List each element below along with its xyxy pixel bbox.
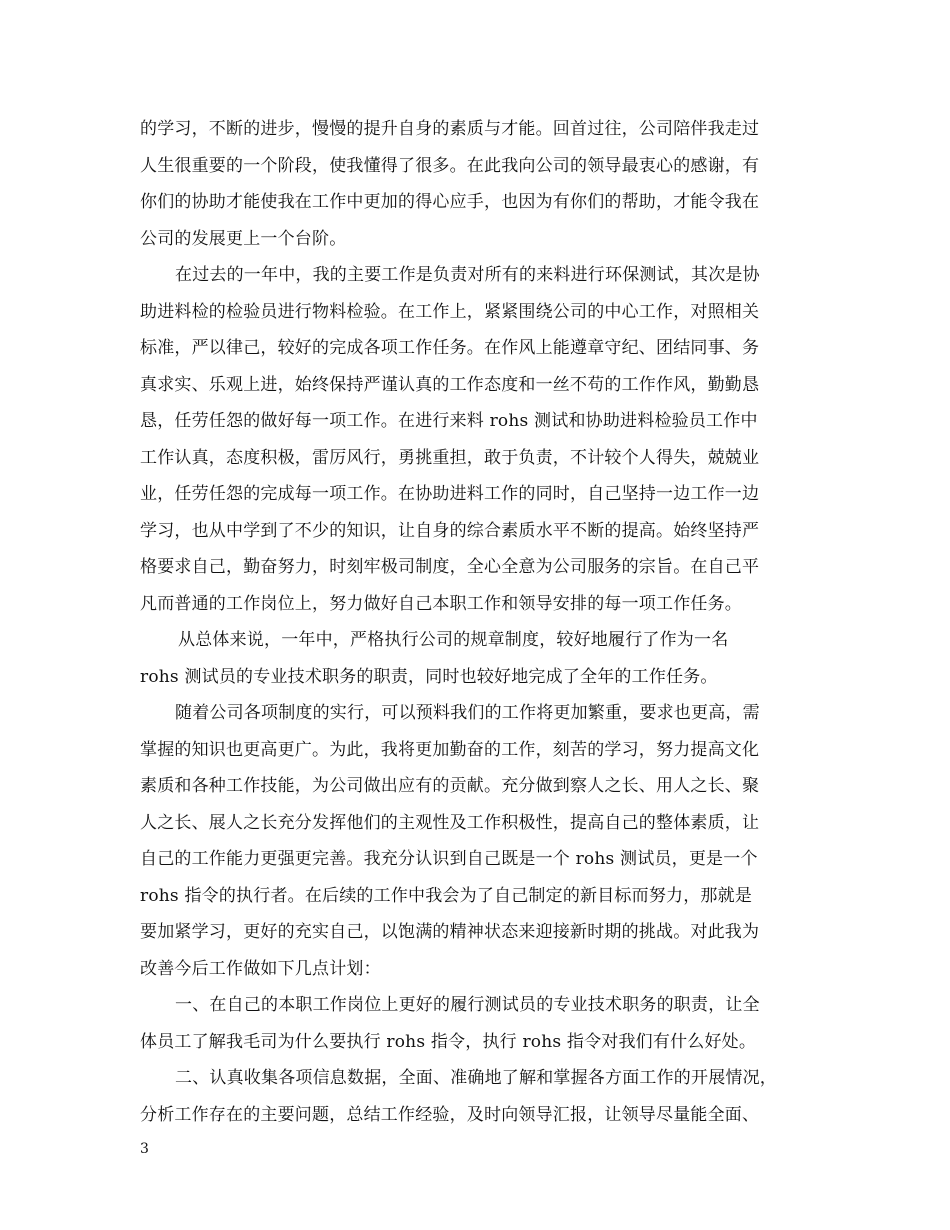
paragraph-start-line: 从总体来说，一年中，严格执行公司的规章制度，较好地履行了作为一名 (178, 630, 729, 650)
paragraph-start-line: 二、认真收集各项信息数据，全面、准确地了解和掌握各方面工作的开展情况， (175, 1068, 777, 1088)
text-line: rohs 测试员的专业技术职务的职责，同时也较好地完成了全年的工作任务。 (140, 667, 718, 687)
text-line: 真求实、乐观上进，始终保持严谨认真的工作态度和一丝不苟的工作作风，勤勤恳 (140, 375, 760, 395)
text-line: 学习，也从中学到了不少的知识，让自身的综合素质水平不断的提高。始终坚持严 (140, 521, 760, 541)
text-line: 改善今后工作做如下几点计划： (140, 959, 381, 979)
text-line: 素质和各种工作技能，为公司做出应有的贡献。充分做到察人之长、用人之长、聚 (140, 776, 760, 796)
text-line: rohs 指令的执行者。在后续的工作中我会为了自己制定的新目标而努力，那就是 (140, 886, 753, 906)
text-line: 体员工了解我毛司为什么要执行 rohs 指令，执行 rohs 指令对我们有什么好处。 (140, 1032, 757, 1052)
paragraph-start-line: 一、在自己的本职工作岗位上更好的履行测试员的专业技术职务的职责，让全 (175, 995, 760, 1015)
text-line: 恳，任劳任怨的做好每一项工作。在进行来料 rohs 测试和协助进料检验员工作中 (140, 411, 758, 431)
page-number: 3 (140, 1141, 149, 1157)
text-line: 你们的协助才能使我在工作中更加的得心应手，也因为有你们的帮助，才能令我在 (140, 192, 760, 212)
text-line: 格要求自己，勤奋努力，时刻牢极司制度，全心全意为公司服务的宗旨。在自己平 (140, 557, 760, 577)
text-line: 公司的发展更上一个台阶。 (140, 229, 347, 249)
text-line: 分析工作存在的主要问题，总结工作经验，及时向领导汇报，让领导尽量能全面、 (140, 1105, 760, 1125)
text-line: 助进料检的检验员进行物料检验。在工作上，紧紧围绕公司的中心工作，对照相关 (140, 302, 760, 322)
text-line: 的学习，不断的进步，慢慢的提升自身的素质与才能。回首过往，公司陪伴我走过 (140, 119, 760, 139)
text-line: 掌握的知识也更高更广。为此，我将更加勤奋的工作，刻苦的学习，努力提高文化 (140, 740, 760, 760)
text-line: 人生很重要的一个阶段，使我懂得了很多。在此我向公司的领导最衷心的感谢，有 (140, 156, 760, 176)
text-line: 人之长、展人之长充分发挥他们的主观性及工作积极性，提高自己的整体素质，让 (140, 813, 760, 833)
paragraph-start-line: 在过去的一年中，我的主要工作是负责对所有的来料进行环保测试，其次是协 (175, 265, 760, 285)
text-line: 业，任劳任怨的完成每一项工作。在协助进料工作的同时，自己坚持一边工作一边 (140, 484, 760, 504)
text-line: 要加紧学习，更好的充实自己，以饱满的精神状态来迎接新时期的挑战。对此我为 (140, 922, 760, 942)
text-line: 自己的工作能力更强更完善。我充分认识到自己既是一个 rohs 测试员，更是一个 (140, 849, 758, 869)
text-line: 工作认真，态度积极，雷厉风行，勇挑重担，敢于负责，不计较个人得失，兢兢业 (140, 448, 760, 468)
text-line: 凡而普通的工作岗位上，努力做好自己本职工作和领导安排的每一项工作任务。 (140, 594, 742, 614)
text-line: 标准，严以律己，较好的完成各项工作任务。在作风上能遵章守纪、团结同事、务 (140, 338, 760, 358)
paragraph-start-line: 随着公司各项制度的实行，可以预料我们的工作将更加繁重，要求也更高，需 (175, 703, 760, 723)
